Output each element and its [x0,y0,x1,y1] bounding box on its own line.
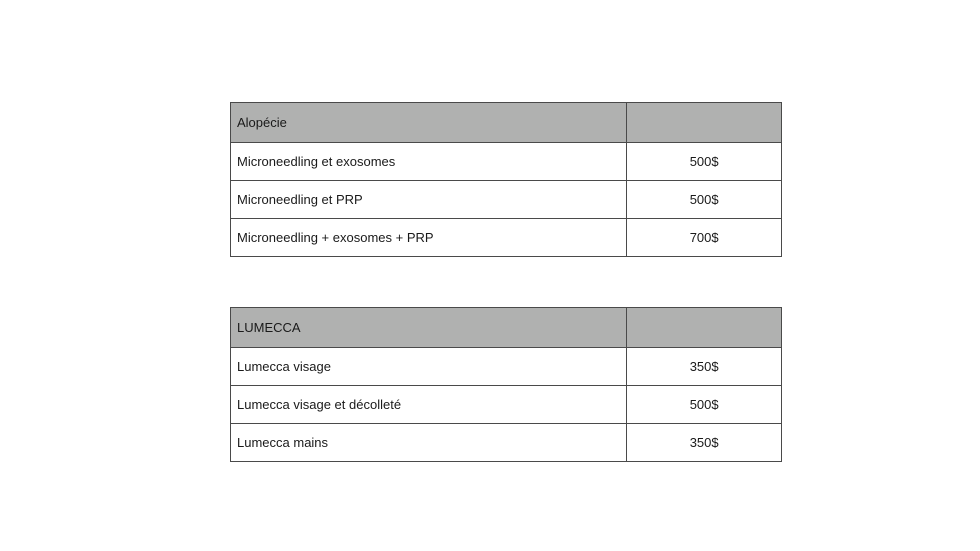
table-header-row [231,308,782,348]
service-name: Lumecca visage et décolleté [231,386,627,424]
table-row [231,181,782,219]
table-header-price [627,308,782,348]
price-table-lumecca [230,307,782,462]
table-header-title: Alopécie [231,103,627,143]
table-row [231,348,782,386]
table-header-price [627,103,782,143]
service-price: 350$ [627,424,782,462]
service-name: Microneedling + exosomes + PRP [231,219,627,257]
service-name: Lumecca visage [231,348,627,386]
table-header-title: LUMECCA [231,308,627,348]
service-price: 500$ [627,181,782,219]
price-table-alopecie [230,102,782,257]
service-name: Microneedling et PRP [231,181,627,219]
table-row [231,143,782,181]
service-name: Microneedling et exosomes [231,143,627,181]
table-row [231,386,782,424]
service-price: 500$ [627,386,782,424]
service-price: 700$ [627,219,782,257]
service-name: Lumecca mains [231,424,627,462]
service-price: 500$ [627,143,782,181]
table-row [231,219,782,257]
table-row [231,424,782,462]
service-price: 350$ [627,348,782,386]
table-header-row [231,103,782,143]
